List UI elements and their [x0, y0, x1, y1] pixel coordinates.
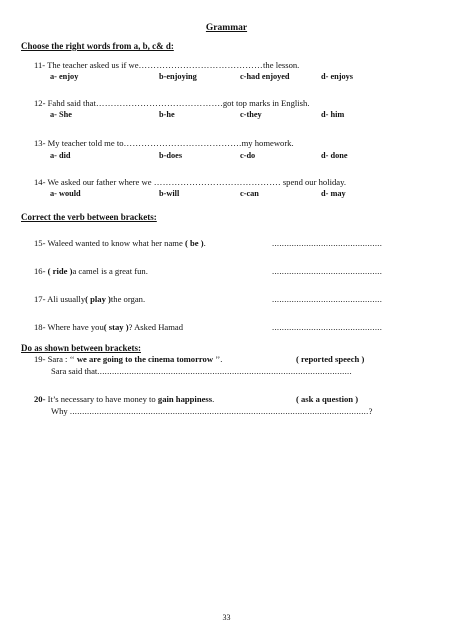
question-number: 19-: [34, 354, 46, 364]
option-d: d- enjoys: [321, 72, 354, 81]
option-b: b-does: [159, 151, 183, 160]
instruction-reported-speech: ( reported speech ): [296, 354, 365, 364]
answer-line: .............................................: [272, 322, 383, 332]
option-d: d- may: [321, 189, 346, 198]
option-c: c-had enjoyed: [240, 72, 290, 81]
question-11: [34, 60, 299, 70]
option-a: a- enjoy: [50, 72, 79, 81]
question-text: Sara : ‘‘: [47, 354, 75, 364]
question-number: 20-: [34, 394, 46, 404]
option-a: a- would: [50, 189, 81, 198]
instruction-ask-question: ( ask a question ): [296, 394, 359, 404]
question-text-end: .: [212, 394, 215, 404]
question-text-end: spend our holiday.: [282, 177, 346, 187]
option-b: b-will: [159, 189, 180, 198]
question-number: 17-: [34, 294, 46, 304]
question-text: Where have you: [47, 322, 104, 332]
phrase-bold: gain happiness: [157, 394, 213, 404]
question-text-end: ? Asked Hamad: [128, 322, 184, 332]
answer-line: .............................................: [272, 294, 383, 304]
blank: …………………………………….: [95, 98, 223, 108]
blank: …………………………………….: [153, 177, 281, 187]
question-17: [34, 294, 145, 304]
question-text: The teacher asked us if we: [47, 60, 139, 70]
verb-in-brackets: ( be ): [184, 238, 204, 248]
option-a: a- did: [50, 151, 71, 160]
verb-in-brackets: ( play ): [85, 294, 111, 304]
question-text-end: the organ.: [110, 294, 146, 304]
question-12: [34, 98, 309, 108]
question-text: Fahd said that: [47, 98, 96, 108]
answer-prefix: Why: [51, 406, 68, 416]
option-b: b-enjoying: [159, 72, 197, 81]
question-number: 18-: [34, 322, 46, 332]
question-text: We asked our father where we: [47, 177, 152, 187]
question-number: 13-: [34, 138, 46, 148]
option-a: a- She: [50, 110, 72, 119]
answer-dots: ........................................................................................................: [97, 366, 352, 376]
answer-line-19: [51, 366, 352, 376]
question-20: [34, 394, 214, 404]
question-text: Ali usually: [47, 294, 86, 304]
blank: ……………………………………: [138, 60, 264, 70]
answer-line-20: [51, 406, 372, 416]
question-18: [34, 322, 183, 332]
option-c: c-they: [240, 110, 262, 119]
option-b: b-he: [159, 110, 175, 119]
section-heading-do-as-shown: Do as shown between brackets:: [21, 343, 141, 353]
answer-prefix: Sara said that: [51, 366, 98, 376]
question-text: Waleed wanted to know what her name: [47, 238, 183, 248]
question-text-end: .: [203, 238, 206, 248]
option-c: c-do: [240, 151, 256, 160]
question-text-end: got top marks in English.: [222, 98, 310, 108]
section-heading-choose: Choose the right words from a, b, c& d:: [21, 41, 174, 51]
option-d: d- him: [321, 110, 345, 119]
question-text-end: the lesson.: [263, 60, 300, 70]
question-text: It’s necessary to have money to: [47, 394, 156, 404]
page-number: 33: [222, 613, 231, 622]
verb-in-brackets: ( ride ): [47, 266, 73, 276]
answer-line: .............................................: [272, 266, 383, 276]
question-number: 11-: [34, 60, 46, 70]
section-heading-correct: Correct the verb between brackets:: [21, 212, 157, 222]
answer-line: .............................................: [272, 238, 383, 248]
quote-bold: we are going to the cinema: [76, 354, 175, 364]
answer-dots: ..........................................................................................................................: [69, 406, 369, 416]
question-13: [34, 138, 294, 148]
question-text: My teacher told me to: [47, 138, 124, 148]
question-19: [34, 354, 222, 364]
page-title: Grammar: [205, 23, 248, 33]
verb-in-brackets: ( stay ): [103, 322, 129, 332]
question-15: [34, 238, 206, 248]
blank: ………………………………….: [123, 138, 242, 148]
question-text-end: my homework.: [241, 138, 294, 148]
question-16: [34, 266, 148, 276]
question-number: 16-: [34, 266, 46, 276]
question-number: 15-: [34, 238, 46, 248]
option-c: c-can: [240, 189, 259, 198]
answer-end: ?: [368, 406, 373, 416]
option-d: d- done: [321, 151, 348, 160]
quote-close: ’’.: [215, 354, 223, 364]
quote-bold-tomorrow: tomorrow: [176, 354, 214, 364]
question-number: 14-: [34, 177, 46, 187]
question-text-end: a camel is a great fun.: [72, 266, 148, 276]
question-14: [34, 177, 346, 187]
question-number: 12-: [34, 98, 46, 108]
